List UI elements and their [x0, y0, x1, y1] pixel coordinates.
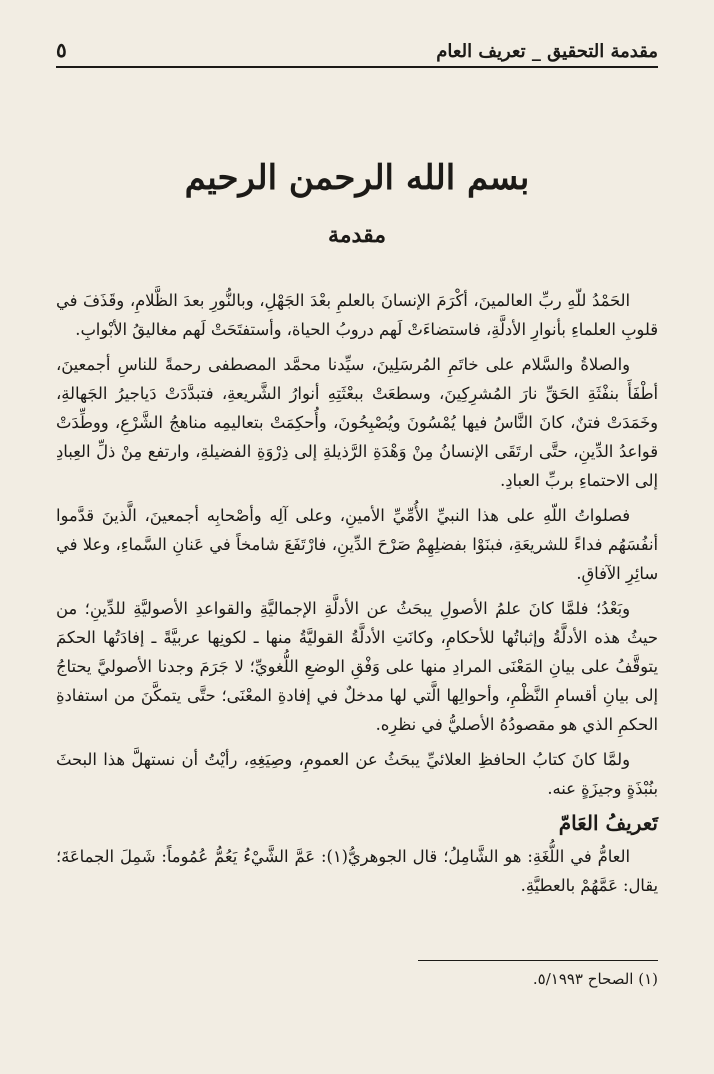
running-head: مقدمة التحقيق _ تعريف العام — [436, 41, 658, 62]
page-header — [56, 34, 658, 68]
paragraph-4: وبَعْدُ؛ فلمَّا كانَ علمُ الأصولِ يبحَثُ عن الأدلَّةِ الإجماليَّةِ والقواعدِ الأصوليَّةِ للدِّينِ؛ من حيثُ هذه الأدلَّةُ وإثباتُها للأحكامِ، وكانَتِ الأدلَّةُ القوليَّةُ منها ـ لكونِها عربيَّةً ـ إفادَتُها الحكمَ يتوقَّفُ على بيانِ المَعْنَى المرادِ منها على وَفْقِ الوضعِ اللُّغويِّ؛ لا جَرَمَ وجدنا الأصوليَّ يحتاجُ إلى بيانِ أقسامِ النَّظْمِ، وأحوالِها الَّتي لها مدخلٌ في إفادةِ المعْنَى؛ حتَّى يتمكَّنَ من استفادةِ الحكمِ الذي هو مقصودُهُ الأصليُّ في نظرِه. — [56, 599, 658, 734]
page-number: ٥ — [56, 38, 67, 62]
paragraph-3: فصلواتُ اللّهِ على هذا النبيِّ الأُمِّيِّ الأمينِ، وعلى آلِه وأصْحابِه أجمعينَ، الَّذينَ قدَّموا أنفُسَهُم فداءً للشريعَةِ، فبنَوْا بفضلِهِمْ صَرْحَ الدِّينِ، فارْتَفَعَ شامخاً في عَنانِ السَّماءِ، وعلا في سائِرِ الآفاقِ. — [56, 506, 658, 583]
footnote-separator — [418, 960, 658, 961]
bismillah-calligraphy: بسم الله الرحمن الرحيم — [184, 158, 530, 198]
paragraph-1: الحَمْدُ للّهِ ربِّ العالمينَ، أكْرَمَ الإنسانَ بالعلمِ بعْدَ الجَهْلِ، وبالنُّورِ بعدَ الظَّلامِ، وقَذَفَ في قلوبِ العلماءِ بأنوارِ الأدلَّةِ، فاستضاءَتْ لَهم دروبُ الحياة، وأستفتَحَتْ لَهم مغاليقُ الأبْوابِ. — [56, 291, 658, 339]
section-heading: تَعريفُ العَامّ — [558, 811, 658, 835]
body-text — [56, 286, 658, 906]
intro-title: مقدمة — [327, 222, 387, 248]
footnote: (١) الصحاح ٥/١٩٩٣. — [532, 970, 658, 988]
paragraph-5: ولمَّا كانَ كتابُ الحافظِ العلائيِّ يبحَثُ عن العمومِ، وصِيَغِهِ، رأيْتُ أن نستهلَّ هذا البحثَ بنُبْذَةٍ وجيزَةٍ عنه. — [56, 750, 658, 798]
paragraph-2: والصلاةُ والسَّلام على خاتَمِ المُرسَلِينَ، سيِّدنا محمَّد المصطفى رحمةً للناسِ أجمعينَ، أطْفَأَ بنفْثَةِ الحَقِّ نارَ المُشرِكِينَ، وسطعَتْ ببعْثَتِهِ أنوارُ الشَّريعةِ، فتبدَّدَتْ دَياجيرُ الجَهالةِ، وخَمَدَتْ فتنٌ، كانَ النَّاسُ فيها يُمْسُونَ ويُصْبِحُونَ، وأُحكِمَتْ بتعاليمِه مناهجُ الشَّرْعِ، ووطِّدَتْ قواعدُ الدِّينِ، حتَّى ارتَقَى الإنسانُ مِنْ وَهْدَةِ الرَّذيلةِ إلى ذِرْوَةِ الفضيلةِ، وارتفع مِنْ ذلِّ العِبادِ إلى الاحتماءِ بربِّ العبادِ. — [56, 355, 658, 490]
definition-paragraph: العامُّ في اللُّغَةِ: هو الشَّامِلُ؛ قال الجوهريُّ(١): عَمَّ الشَّيْءُ يَعُمُّ عُمُوماً: شَمِلَ الجماعَةَ؛ يقال: عَمَّهُمْ بالعطيَّةِ. — [56, 847, 658, 895]
